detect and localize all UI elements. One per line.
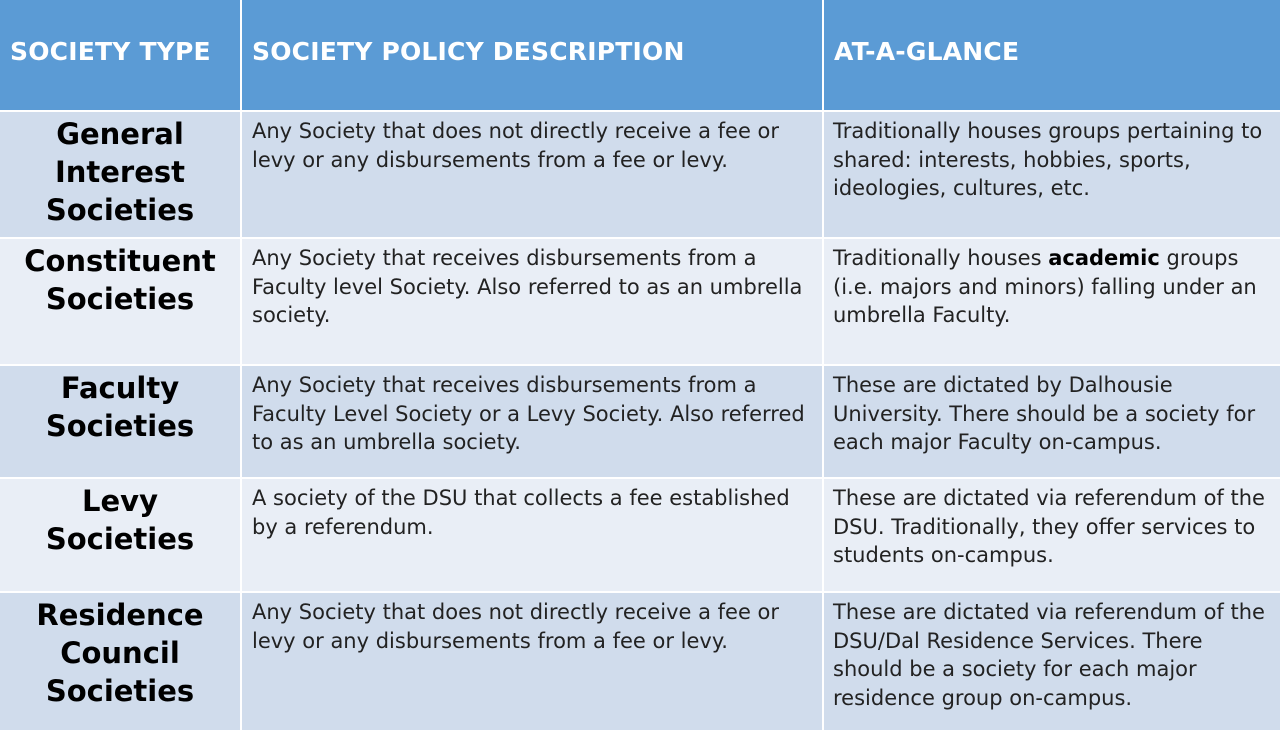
society-type-cell: Faculty Societies — [0, 366, 240, 477]
society-type-cell: Levy Societies — [0, 479, 240, 591]
header-at-a-glance: AT-A-GLANCE — [824, 0, 1280, 110]
policy-description-cell: Any Society that does not directly receive a fee or levy or any disbursements from a fee or levy. — [242, 593, 822, 730]
at-a-glance-text: Traditionally houses — [833, 246, 1049, 270]
policy-description-cell: Any Society that does not directly receive a fee or levy or any disbursements from a fee or levy. — [242, 112, 822, 237]
policy-description-cell: Any Society that receives disbursements from a Faculty Level Society or a Levy Society. Also referred to as an umbrella society. — [242, 366, 822, 477]
society-type-cell: Constituent Societies — [0, 239, 240, 364]
society-type-cell: Residence Council Societies — [0, 593, 240, 730]
header-policy-description: SOCIETY POLICY DESCRIPTION — [242, 0, 822, 110]
at-a-glance-cell: These are dictated by Dalhousie University. There should be a society for each major Faculty on-campus. — [824, 366, 1280, 477]
society-type-cell: General Interest Societies — [0, 112, 240, 237]
header-society-type: SOCIETY TYPE — [0, 0, 240, 110]
at-a-glance-cell: These are dictated via referendum of the DSU. Traditionally, they offer services to students on-campus. — [824, 479, 1280, 591]
at-a-glance-cell: These are dictated via referendum of the DSU/Dal Residence Services. There should be a society for each major residence group on-campus. — [824, 593, 1280, 730]
at-a-glance-cell — [824, 239, 1280, 364]
at-a-glance-emphasis: academic — [1048, 246, 1160, 270]
policy-description-cell: Any Society that receives disbursements from a Faculty level Society. Also referred to as an umbrella society. — [242, 239, 822, 364]
policy-description-cell: A society of the DSU that collects a fee established by a referendum. — [242, 479, 822, 591]
at-a-glance-cell: Traditionally houses groups pertaining to shared: interests, hobbies, sports, ideologies, cultures, etc. — [824, 112, 1280, 237]
at-a-glance-text: groups (i.e. majors and minors) falling under an umbrella Faculty. — [833, 246, 1257, 327]
